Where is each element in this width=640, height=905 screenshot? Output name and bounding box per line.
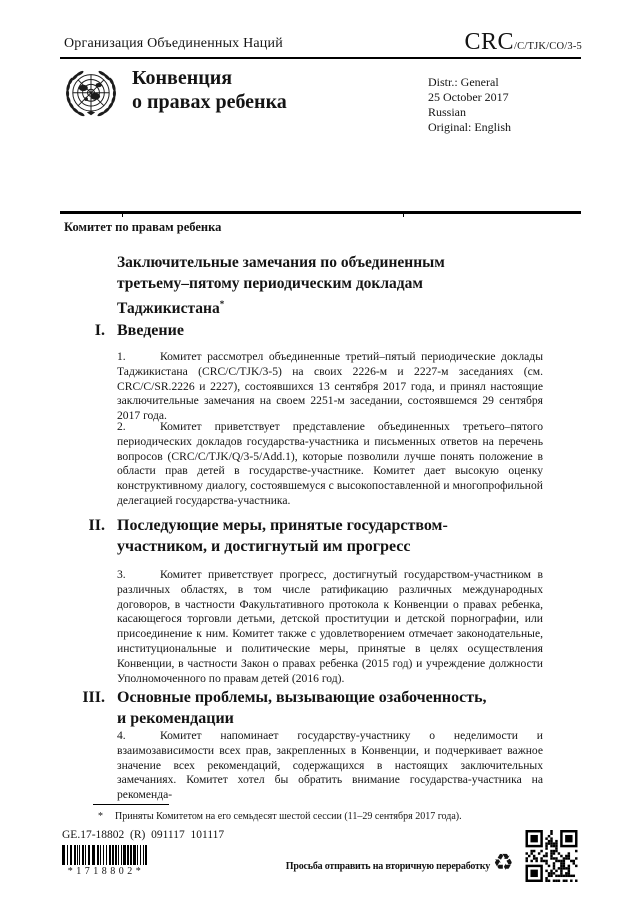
section-heading-text: Введение [117,322,184,339]
rule-tick [403,213,404,217]
section-heading-text: Последующие меры, принятые государством- [117,517,448,534]
recycle-icon: ♻ [493,850,514,875]
separator-rule [60,211,581,214]
distr-line: Distr.: General [428,75,499,89]
qr-code-icon [524,830,579,882]
publication-title-line1: Конвенция [132,67,233,89]
paragraph-text: Комитет рассмотрел объединенные третий–пятый периодические доклады Таджикистана (CRC/C/TJK/3-5) на своих 2226-м и 2227-м заседаниях (см. CRC/C/SR.2226 и 2227), состоявшихся 13 сентября 2017 года, и принял настоящие заключительные замечания на своем 2251-м заседании, состоявшемся 29 сентября 2017 года. [117,350,543,423]
original-language-line: Original: English [428,120,511,134]
date-line: 25 October 2017 [428,90,509,104]
paragraph-2 [117,420,543,509]
organization-name: Организация Объединенных Наций [64,36,283,51]
footnote-marker: * [98,811,103,822]
section-heading-text: Основные проблемы, вызывающие озабоченность, [117,689,487,706]
paragraph-3 [117,568,543,686]
section-heading-text: участником, и достигнутый им прогресс [117,538,411,555]
document-symbol [465,29,582,56]
paragraph-text: Комитет приветствует представление объединенных третьего–пятого периодических докладов государства-участника и письменных ответов на перечень вопросов (CRC/C/TJK/Q/3-5/Add.1), которые позволили лучше понять положение в области прав детей в государстве-участнике. Комитет дает высокую оценку конструктивному диалогу, состоявшемуся с высокопоставленной и многопрофильной делегацией государства-участника. [117,420,543,507]
document-title-line2: третьему–пятому периодическим докладам [117,274,423,292]
distribution-block [428,75,511,135]
section-heading-text: и рекомендации [117,710,234,727]
footnote-reference-marker: * [219,299,225,309]
rule-tick [122,213,123,217]
paragraph-text: Комитет приветствует прогресс, достигнутый государством-участником в различных областях, в том числе ратификацию различных международных договоров, в частности Факультативного протокола к Конвенции о правах ребенка, касающегося торговли детьми, детской проституции и детской порнографии, или присоединение к ним. Комитет также с удовлетворением отмечает законодательные, институциональные и политические меры, принятые в целях осуществления Конвенции, в частности Закон о правах ребенка (2015 год) и учреждение должности Уполномоченного по правам детей (2016 год). [117,568,543,685]
paragraph-number: 3. [117,568,126,581]
ge-document-number: GE.17-18802 (R) 091117 101117 [62,829,225,841]
recycle-note: Просьба отправить на вторичную переработку [285,861,490,872]
barcode-text: *1718802* [67,866,145,877]
document-symbol-suffix: /C/TJK/CO/3-5 [514,41,582,52]
paragraph-text: Комитет напоминает государству-участнику о неделимости и взаимозависимости всех прав, закрепленных в Конвенции, и подчеркивает важное значение всех рекомендаций, содержащихся в настоящих заключительных замечаниях. Комитет хотел бы обратить внимание государства-участника на рекоменда- [117,729,543,802]
document-title-line3: Таджикистана* [117,299,225,318]
barcode-icon [62,845,150,865]
section-numeral: III. [82,689,105,706]
section-numeral: I. [94,322,105,339]
header-rule [60,57,581,59]
paragraph-number: 1. [117,350,126,363]
paragraph-number: 2. [117,420,126,433]
section-heading-follow-up [60,515,560,557]
paragraph-1 [117,350,543,424]
section-numeral: II. [88,517,105,534]
section-heading-concerns [60,687,560,729]
paragraph-number: 4. [117,729,126,742]
footnote [98,810,558,823]
document-symbol-main: CRC [464,29,515,55]
paragraph-4 [117,729,543,803]
language-line: Russian [428,105,467,119]
footnote-rule [93,804,169,805]
section-heading-introduction [60,320,560,341]
publication-title-line2: о правах ребенка [132,91,287,113]
document-title-line1: Заключительные замечания по объединенным [117,254,445,271]
publication-title [132,66,287,114]
un-emblem-icon [56,62,126,132]
document-title [117,253,557,320]
committee-name: Комитет по правам ребенка [64,220,222,234]
footnote-text: Приняты Комитетом на его семьдесят шестой сессии (11–29 сентября 2017 года). [115,811,462,822]
